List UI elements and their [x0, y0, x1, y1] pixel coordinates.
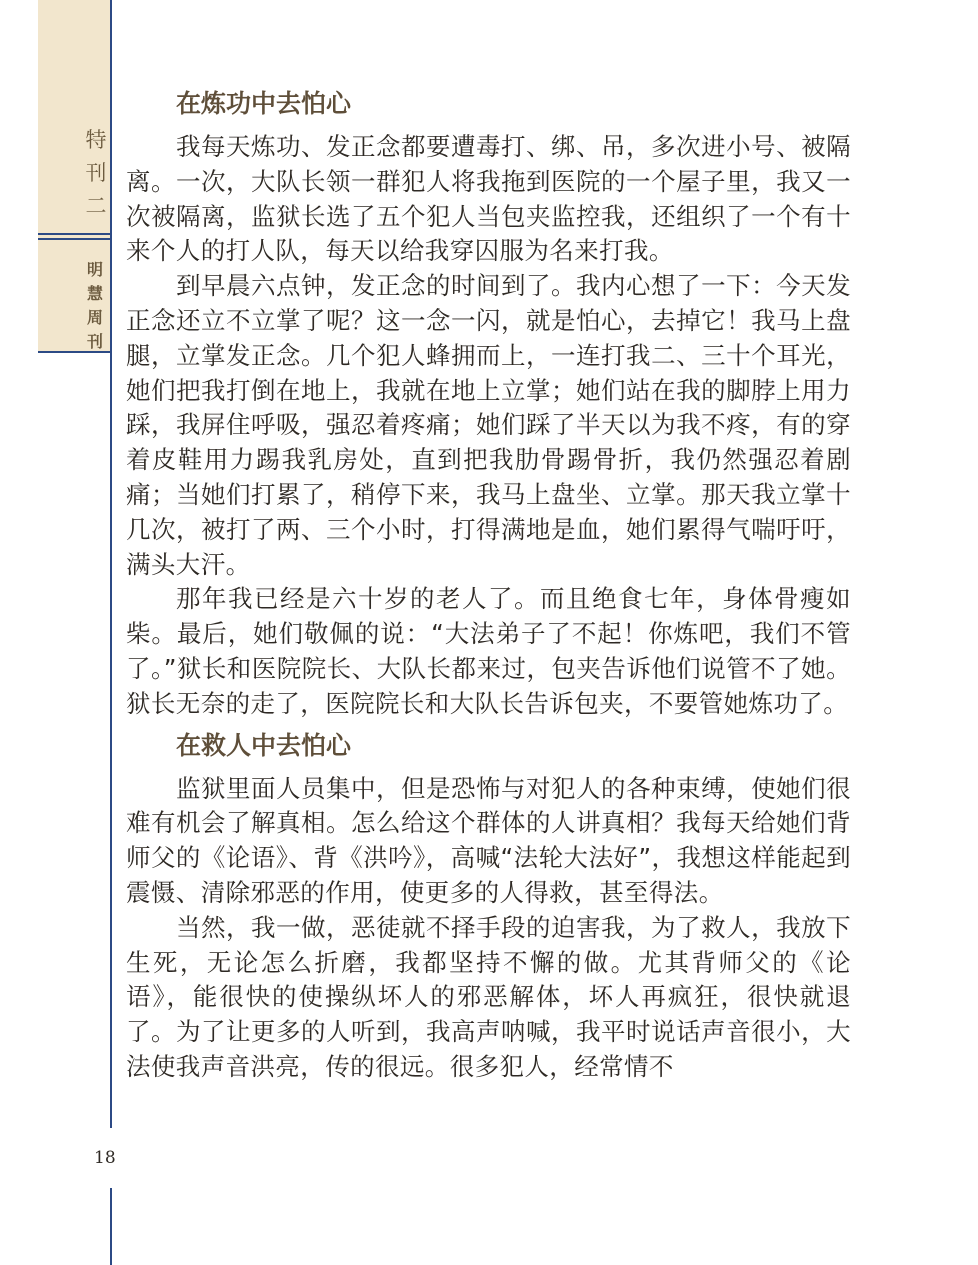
- paragraph: 那年我已经是六十岁的老人了。而且绝食七年，身体骨瘦如柴。最后，她们敬佩的说：“大法弟子了不起！你炼吧，我们不管了。”狱长和医院院长、大队长都来过，包夹告诉他们说管不了她。狱长无奈的走了，医院院长和大队长告诉包夹，不要管她炼功了。: [126, 584, 851, 718]
- sidebar-title-char: 特: [85, 128, 107, 152]
- section-heading: 在救人中去怕心: [176, 730, 352, 760]
- sidebar-publication-char: 刊: [86, 332, 103, 351]
- paragraph: 我每天炼功、发正念都要遭毒打、绑、吊，多次进小号、被隔离。一次，大队长领一群犯人将我拖到医院的一个屋子里，我又一次被隔离，监狱长选了五个犯人当包夹监控我，还组织了一个有十来个人的打人队，每天以给我穿囚服为名来打我。: [126, 132, 851, 266]
- sidebar-publication: [82, 258, 108, 354]
- sidebar-publication-char: 周: [86, 308, 103, 327]
- sidebar-title-char: 二: [85, 194, 107, 218]
- sidebar-publication-char: 慧: [86, 284, 103, 303]
- sidebar-publication-char: 明: [86, 260, 103, 279]
- sidebar-title: [80, 124, 112, 223]
- article-body: [126, 80, 851, 1085]
- paragraph: 当然，我一做，恶徒就不择手段的迫害我，为了救人，我放下生死，无论怎么折磨，我都坚持不懈的做。尤其背师父的《论语》，能很快的使操纵坏人的邪恶解体，坏人再疯狂，很快就退了。为了让更多的人听到，我高声呐喊，我平时说话声音很小，大法使我声音洪亮，传的很远。很多犯人，经常情不: [126, 912, 851, 1081]
- page-number: 18: [94, 1148, 116, 1168]
- paragraph: 到早晨六点钟，发正念的时间到了。我内心想了一下：今天发正念还立不立掌了呢？这一念一闪，就是怕心，去掉它！我马上盘腿，立掌发正念。几个犯人蜂拥而上，一连打我二、三十个耳光，她们把我打倒在地上，我就在地上立掌；她们站在我的脚脖上用力踩，我屏住呼吸，强忍着疼痛；她们踩了半天以为我不疼，有的穿着皮鞋用力踢我乳房处，直到把我肋骨踢骨折，我仍然强忍着剧痛；当她们打累了，稍停下来，我马上盘坐、立掌。那天我立掌十几次，被打了两、三个小时，打得满地是血，她们累得气喘吁吁，满头大汗。: [126, 271, 851, 579]
- sidebar-divider-top-double: [38, 238, 112, 240]
- sidebar-title-char: 刊: [85, 161, 107, 185]
- sidebar-divider-top: [38, 233, 112, 235]
- paragraph: 监狱里面人员集中，但是恐怖与对犯人的各种束缚，使她们很难有机会了解真相。怎么给这个群体的人讲真相？我每天给她们背师父的《论语》、背《洪吟》，高喊“法轮大法好”，我想这样能起到震慑、清除邪恶的作用，使更多的人得救，甚至得法。: [126, 773, 851, 907]
- section-heading: 在炼功中去怕心: [176, 89, 352, 118]
